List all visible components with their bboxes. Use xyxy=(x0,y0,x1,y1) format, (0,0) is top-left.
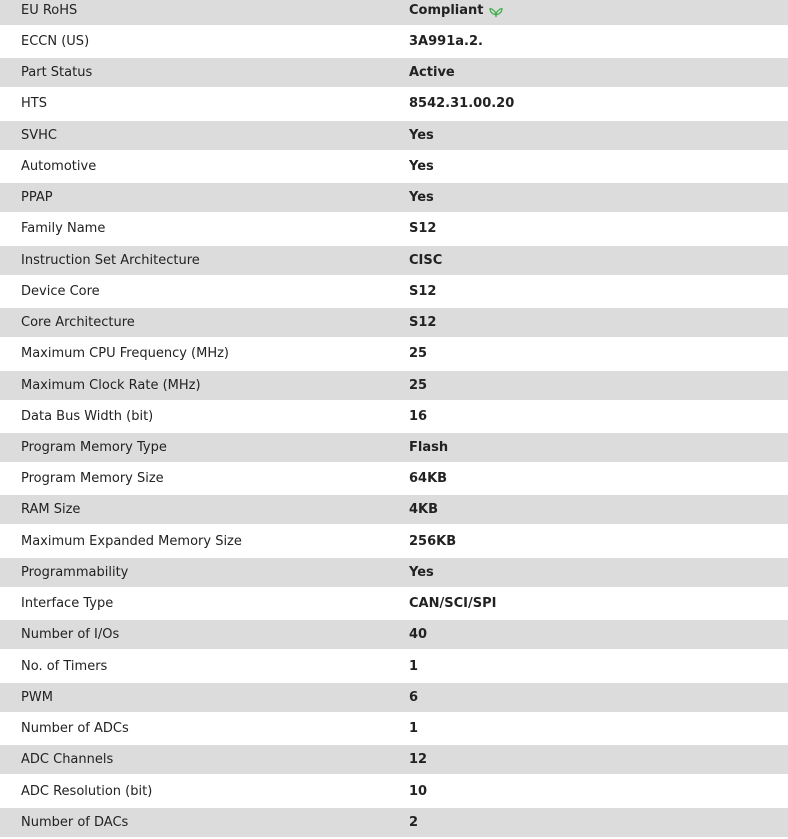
spec-row-adc-resolution xyxy=(0,777,788,806)
spec-row-family-name xyxy=(0,214,788,243)
spec-value: 3A991a.2. xyxy=(409,34,483,49)
spec-row-interface-type xyxy=(0,589,788,618)
spec-label: Number of DACs xyxy=(21,815,129,830)
spec-label: SVHC xyxy=(21,128,57,143)
spec-value: 1 xyxy=(409,721,419,736)
spec-row-maximum-clock-rate xyxy=(0,371,788,400)
spec-value: 40 xyxy=(409,627,428,642)
spec-row-hts xyxy=(0,89,788,118)
spec-value: Yes xyxy=(409,190,434,205)
spec-row-automotive xyxy=(0,152,788,181)
spec-label: PWM xyxy=(21,690,53,705)
spec-value: Flash xyxy=(409,440,449,455)
spec-label: EU RoHS xyxy=(21,3,78,18)
spec-row-eccn-us xyxy=(0,27,788,56)
spec-label: Number of ADCs xyxy=(21,721,129,736)
spec-value: S12 xyxy=(409,221,437,236)
spec-value: Compliant xyxy=(409,3,484,18)
spec-label: Maximum Clock Rate (MHz) xyxy=(21,378,201,393)
spec-value: 64KB xyxy=(409,471,448,486)
spec-row-program-memory-size xyxy=(0,464,788,493)
spec-value: Yes xyxy=(409,565,434,580)
spec-value: 1 xyxy=(409,659,419,674)
spec-value: Active xyxy=(409,65,455,80)
spec-label: Program Memory Size xyxy=(21,471,164,486)
spec-label: Program Memory Type xyxy=(21,440,167,455)
spec-row-number-of-ios xyxy=(0,620,788,649)
spec-value: 25 xyxy=(409,346,428,361)
spec-row-program-memory-type xyxy=(0,433,788,462)
spec-label: ADC Resolution (bit) xyxy=(21,784,153,799)
spec-label: Part Status xyxy=(21,65,93,80)
spec-value: Yes xyxy=(409,128,434,143)
spec-label: ADC Channels xyxy=(21,752,114,767)
spec-row-ram-size xyxy=(0,495,788,524)
spec-label: RAM Size xyxy=(21,502,81,517)
spec-value: 2 xyxy=(409,815,419,830)
spec-label: Device Core xyxy=(21,284,100,299)
spec-row-no-of-timers xyxy=(0,652,788,681)
spec-value: S12 xyxy=(409,284,437,299)
spec-row-instruction-set-architecture xyxy=(0,246,788,275)
spec-label: PPAP xyxy=(21,190,53,205)
spec-label: Automotive xyxy=(21,159,97,174)
leaf-icon xyxy=(489,4,503,18)
spec-label: HTS xyxy=(21,96,47,111)
spec-label: Family Name xyxy=(21,221,106,236)
spec-label: Programmability xyxy=(21,565,129,580)
spec-label: Interface Type xyxy=(21,596,114,611)
spec-value: 8542.31.00.20 xyxy=(409,96,515,111)
spec-value: 25 xyxy=(409,378,428,393)
spec-label: Maximum CPU Frequency (MHz) xyxy=(21,346,229,361)
spec-value: CISC xyxy=(409,253,443,268)
spec-row-programmability xyxy=(0,558,788,587)
spec-value: S12 xyxy=(409,315,437,330)
spec-row-eu-rohs xyxy=(0,0,788,25)
spec-value-container xyxy=(409,0,503,25)
spec-value: 10 xyxy=(409,784,428,799)
spec-value: Yes xyxy=(409,159,434,174)
spec-row-ppap xyxy=(0,183,788,212)
spec-value: 256KB xyxy=(409,534,457,549)
spec-row-device-core xyxy=(0,277,788,306)
spec-row-svhc xyxy=(0,121,788,150)
spec-value: 12 xyxy=(409,752,428,767)
spec-row-pwm xyxy=(0,683,788,712)
spec-value: 6 xyxy=(409,690,419,705)
spec-row-part-status xyxy=(0,58,788,87)
spec-label: Core Architecture xyxy=(21,315,135,330)
spec-value: 4KB xyxy=(409,502,439,517)
spec-label: No. of Timers xyxy=(21,659,108,674)
spec-row-maximum-expanded-memory-size xyxy=(0,527,788,556)
spec-row-number-of-adcs xyxy=(0,714,788,743)
spec-row-core-architecture xyxy=(0,308,788,337)
spec-value: CAN/SCI/SPI xyxy=(409,596,497,611)
spec-row-data-bus-width xyxy=(0,402,788,431)
spec-label: Number of I/Os xyxy=(21,627,120,642)
spec-label: Instruction Set Architecture xyxy=(21,253,200,268)
spec-label: Data Bus Width (bit) xyxy=(21,409,154,424)
spec-label: Maximum Expanded Memory Size xyxy=(21,534,242,549)
spec-label: ECCN (US) xyxy=(21,34,90,49)
spec-value: 16 xyxy=(409,409,428,424)
spec-row-adc-channels xyxy=(0,745,788,774)
spec-row-number-of-dacs xyxy=(0,808,788,837)
spec-row-maximum-cpu-frequency xyxy=(0,339,788,368)
